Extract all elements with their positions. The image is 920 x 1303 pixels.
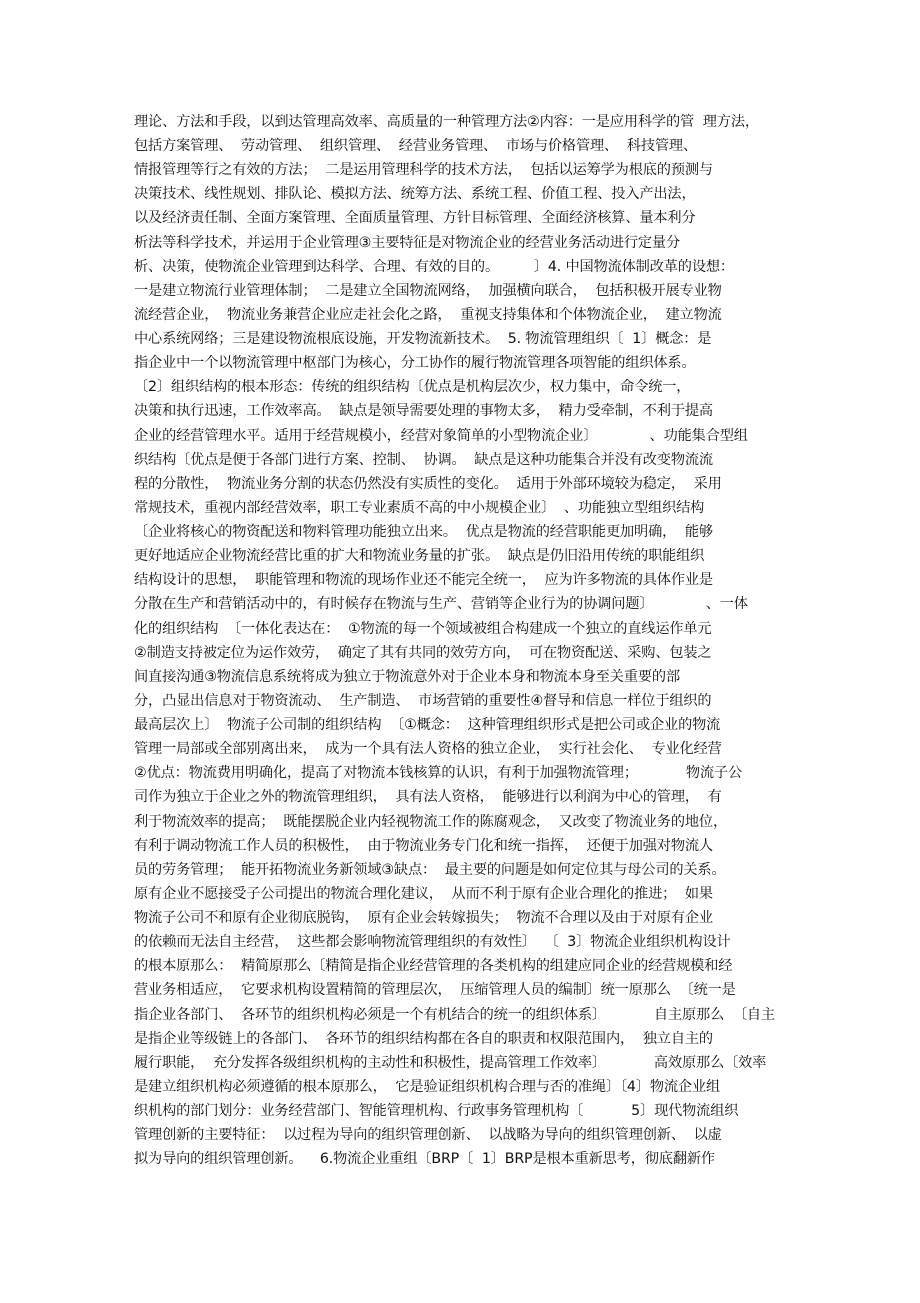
text-line: 原有企业不愿接受子公司提出的物流合理化建议， 从而不利于原有企业合理化的推进； 如果 (134, 886, 713, 902)
text-line: 管理一局部或全部别离出来， 成为一个具有法人资格的独立企业， 实行社会化、 专业化经营 (134, 741, 722, 757)
text-line: 营业务相适应， 它要求机构设置精简的管理层次， 压缩管理人员的编制〕统一原那么 〔统一是 (134, 982, 736, 998)
text-line: 以及经济责任制、全面方案管理、全面质量管理、方针目标管理、全面经济核算、量本利分 (134, 210, 696, 226)
text-line: 拟为导向的组织管理创新。 6.物流企业重组〔BRP〔 1〕BRP是根本重新思考，彻底翻新作 (134, 1151, 715, 1167)
text-line: 理论、方法和手段，以到达管理高效率、高质量的一种管理方法②内容：一是应用科学的管 理方法， (134, 114, 759, 130)
text-line: 常规技术，重视内部经营效率，职工专业素质不高的中小规模企业〕 、功能独立型组织结构 (134, 500, 705, 516)
text-line: ②优点：物流费用明确化，提高了对物流本钱核算的认识，有利于加强物流管理； 物流子公 (134, 765, 742, 781)
text-line: 是建立组织机构必须遵循的根本原那么， 它是验证组织机构合理与否的准绳〕〔4〕物流企业组 (134, 1079, 721, 1095)
text-line: 决策技术、线性规划、排队论、模拟方法、统筹方法、系统工程、价值工程、投入产出法， (134, 186, 696, 202)
text-line: 物流子公司不和原有企业彻底脱钩， 原有企业会转嫁损失； 物流不合理以及由于对原有企业 (134, 910, 713, 926)
text-line: 织结构〔优点是便于各部门进行方案、控制、 协调。 缺点是这种功能集合并没有改变物流流 (134, 452, 713, 468)
text-line: 履行职能， 充分发挥各级组织机构的主动性和积极性，提高管理工作效率〕 高效原那么〔效率 (134, 1055, 767, 1071)
text-line: 企业的经营管理水平。适用于经营规模小，经营对象简单的小型物流企业〕 、功能集合型组 (134, 428, 748, 444)
text-line: 管理创新的主要特征： 以过程为导向的组织管理创新、 以战略为导向的组织管理创新、 以虚 (134, 1127, 722, 1143)
text-line: 程的分散性， 物流业务分割的状态仍然没有实质性的变化。 适用于外部环境较为稳定， 采用 (134, 476, 722, 492)
text-line: 司作为独立于企业之外的物流管理组织， 具有法人资格， 能够进行以利润为中心的管理， 有 (134, 789, 722, 805)
text-line: 包括方案管理、 劳动管理、 组织管理、 经营业务管理、 市场与价格管理、 科技管理、 (134, 138, 697, 154)
text-line: 间直接沟通③物流信息系统将成为独立于物流意外对于企业本身和物流本身至关重要的部 (134, 669, 680, 685)
text-line: 情报管理等行之有效的方法； 二是运用管理科学的技术方法， 包括以运筹学为根底的预测与 (134, 162, 713, 178)
text-line: 员的劳务管理； 能开拓物流业务新领域③缺点： 最主要的问题是如何定位其与母公司的关系。 (134, 862, 726, 878)
text-line: 流经营企业， 物流业务兼营企业应走社会化之路， 重视支持集体和个体物流企业， 建立物流 (134, 307, 722, 323)
text-line: 更好地适应企业物流经营比重的扩大和物流业务量的扩张。 缺点是仍旧沿用传统的职能组织 (134, 548, 705, 564)
text-line: ②制造支持被定位为运作效劳， 确定了其有共同的效劳方向， 可在物资配送、采购、包装之 (134, 645, 712, 661)
text-line: 是指企业等级链上的各部门、 各环节的组织结构都在各自的职责和权限范围内， 独立自主的 (134, 1031, 713, 1047)
text-line: 的根本原那么： 精简原那么〔精简是指企业经营管理的各类机构的组建应同企业的经营规模和经 (134, 958, 733, 974)
text-line: 有利于调动物流工作人员的积极性， 由于物流业务专门化和统一指挥， 还便于加强对物流人 (134, 838, 713, 854)
text-line: 〔企业将核心的物资配送和物料管理功能独立出来。 优点是物流的经营职能更加明确， 能够 (134, 524, 713, 540)
text-line: 化的组织结构 〔一体化表达在： ①物流的每一个领域被组合构建成一个独立的直线运作单元 (134, 621, 712, 637)
text-line: 〔2〕组织结构的根本形态：传统的组织结构〔优点是机构层次少，权力集中，命令统一， (134, 379, 691, 395)
text-line: 最高层次上〕 物流子公司制的组织结构 〔①概念： 这种管理组织形式是把公司或企业的物流 (134, 717, 721, 733)
text-line: 指企业中一个以物流管理中枢部门为核心，分工协作的履行物流管理各项智能的组织体系。 (134, 355, 696, 371)
text-line: 一是建立物流行业管理体制； 二是建立全国物流网络， 加强横向联合， 包括积极开展专业物 (134, 283, 722, 299)
text-line: 中心系统网络；三是建设物流根底设施，开发物流新技术。 5. 物流管理组织〔 1〕概念：是 (134, 331, 712, 347)
text-line: 分散在生产和营销活动中的，有时候存在物流与生产、营销等企业行为的协调问题〕 、一体 (134, 596, 748, 612)
text-line: 的依赖而无法自主经营， 这些都会影响物流管理组织的有效性〕 〔 3〕物流企业组织机构设计 (134, 934, 731, 950)
text-line: 结构设计的思想， 职能管理和物流的现场作业还不能完全统一， 应为许多物流的具体作业是 (134, 572, 713, 588)
text-line: 析法等科学技术，并运用于企业管理③主要特征是对物流企业的经营业务活动进行定量分 (134, 235, 680, 251)
text-line: 析、决策，使物流企业管理到达科学、合理、有效的目的。 〕4. 中国物流体制改革的设想： (134, 259, 734, 275)
text-line: 指企业各部门、 各环节的组织机构必须是一个有机结合的统一的组织体系〕 自主原那么 〔自主 (134, 1007, 775, 1023)
text-line: 分，凸显出信息对于物资流动、 生产制造、 市场营销的重要性④督导和信息一样位于组织的 (134, 693, 712, 709)
text-line: 决策和执行迅速，工作效率高。 缺点是领导需要处理的事物太多， 精力受牵制，不利于提高 (134, 403, 713, 419)
text-line: 利于物流效率的提高； 既能摆脱企业内轻视物流工作的陈腐观念， 又改变了物流业务的地位， (134, 814, 727, 830)
text-line: 织机构的部门划分：业务经营部门、智能管理机构、行政事务管理机构〔 5〕现代物流组织 (134, 1103, 739, 1119)
